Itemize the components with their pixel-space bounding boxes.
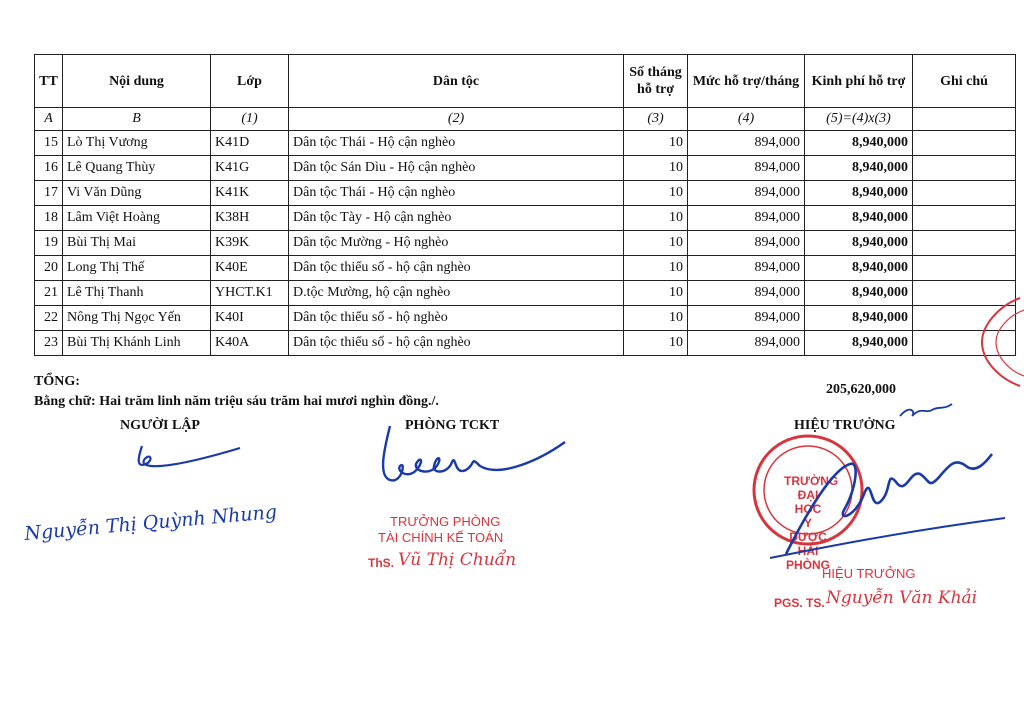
row-ethnicity: Dân tộc Thái - Hộ cận nghèo	[289, 181, 624, 206]
table-row	[35, 331, 1016, 356]
rector-title: HIỆU TRƯỞNG	[794, 418, 896, 433]
row-notes	[913, 206, 1016, 231]
header-funding: Kinh phí hỗ trợ	[805, 55, 913, 108]
index-cell: (1)	[211, 108, 289, 131]
preparer-name: Nguyễn Thị Quỳnh Nhung	[23, 501, 278, 545]
row-class: K40E	[211, 256, 289, 281]
row-ethnicity: Dân tộc Thái - Hộ cận nghèo	[289, 131, 624, 156]
header-row	[35, 55, 1016, 108]
seal-line: Y DƯỢC	[789, 516, 827, 544]
header-months-line1: Số tháng	[629, 65, 682, 80]
header-tt: TT	[35, 55, 63, 108]
support-table	[34, 54, 1016, 356]
row-notes	[913, 131, 1016, 156]
row-class: K38H	[211, 206, 289, 231]
row-monthly: 894,000	[688, 181, 805, 206]
row-monthly: 894,000	[688, 206, 805, 231]
row-name: Lê Quang Thùy	[63, 156, 211, 181]
seal-line: TRƯỜNG	[784, 474, 839, 488]
seal-line: ĐẠI HỌC	[794, 488, 822, 516]
row-notes	[913, 256, 1016, 281]
row-ethnicity: D.tộc Mường, hộ cận nghèo	[289, 281, 624, 306]
index-cell: (2)	[289, 108, 624, 131]
index-cell: (3)	[624, 108, 688, 131]
preparer-title: NGƯỜI LẬP	[120, 418, 200, 433]
row-months: 10	[624, 206, 688, 231]
table-row	[35, 231, 1016, 256]
row-ethnicity: Dân tộc Sán Dìu - Hộ cận nghèo	[289, 156, 624, 181]
row-ethnicity: Dân tộc Mường - Hộ nghèo	[289, 231, 624, 256]
row-months: 10	[624, 331, 688, 356]
row-funding: 8,940,000	[805, 156, 913, 181]
preparer-signature-icon	[130, 438, 250, 488]
table-row	[35, 256, 1016, 281]
header-months	[624, 55, 688, 108]
row-funding: 8,940,000	[805, 231, 913, 256]
row-name: Lò Thị Vương	[63, 131, 211, 156]
table-row	[35, 156, 1016, 181]
row-tt: 17	[35, 181, 63, 206]
header-notes: Ghi chú	[913, 55, 1016, 108]
row-monthly: 894,000	[688, 156, 805, 181]
row-notes	[913, 181, 1016, 206]
rector-name: Nguyễn Văn Khải	[826, 588, 978, 608]
table-row	[35, 131, 1016, 156]
row-monthly: 894,000	[688, 131, 805, 156]
header-monthly: Mức hỗ trợ/tháng	[688, 55, 805, 108]
total-label: TỔNG:	[34, 374, 80, 389]
row-tt: 22	[35, 306, 63, 331]
row-funding: 8,940,000	[805, 306, 913, 331]
row-name: Lê Thị Thanh	[63, 281, 211, 306]
row-months: 10	[624, 281, 688, 306]
row-months: 10	[624, 131, 688, 156]
row-name: Bùi Thị Khánh Linh	[63, 331, 211, 356]
row-funding: 8,940,000	[805, 331, 913, 356]
row-tt: 16	[35, 156, 63, 181]
row-funding: 8,940,000	[805, 281, 913, 306]
row-name: Vi Văn Dũng	[63, 181, 211, 206]
seal-line: HẢI PHÒNG	[785, 544, 830, 572]
row-name: Nông Thị Ngọc Yến	[63, 306, 211, 331]
index-cell: (4)	[688, 108, 805, 131]
finance-title: PHÒNG TCKT	[405, 418, 500, 433]
finance-name: Vũ Thị Chuẩn	[398, 550, 517, 570]
row-name: Lâm Việt Hoàng	[63, 206, 211, 231]
finance-name-prefix: ThS.	[368, 556, 394, 570]
index-cell: B	[63, 108, 211, 131]
row-monthly: 894,000	[688, 306, 805, 331]
row-class: K41D	[211, 131, 289, 156]
row-class: K40A	[211, 331, 289, 356]
row-ethnicity: Dân tộc Tày - Hộ cận nghèo	[289, 206, 624, 231]
initials-icon	[896, 394, 956, 424]
row-funding: 8,940,000	[805, 131, 913, 156]
row-monthly: 894,000	[688, 281, 805, 306]
row-ethnicity: Dân tộc thiểu số - hộ cận nghèo	[289, 331, 624, 356]
row-months: 10	[624, 306, 688, 331]
index-row	[35, 108, 1016, 131]
table-row	[35, 306, 1016, 331]
row-name: Bùi Thị Mai	[63, 231, 211, 256]
rector-signature-icon	[760, 430, 1010, 570]
row-ethnicity: Dân tộc thiểu số - hộ nghèo	[289, 306, 624, 331]
finance-stamp-line1: TRƯỞNG PHÒNG	[390, 514, 501, 529]
row-class: K41G	[211, 156, 289, 181]
header-ethnicity: Dân tộc	[289, 55, 624, 108]
amount-in-words: Bằng chữ: Hai trăm linh năm triệu sáu trăm hai mươi nghìn đồng./.	[34, 394, 439, 409]
header-months-line2: hỗ trợ	[637, 82, 674, 97]
index-cell: (5)=(4)x(3)	[805, 108, 913, 131]
row-tt: 21	[35, 281, 63, 306]
row-tt: 23	[35, 331, 63, 356]
row-months: 10	[624, 256, 688, 281]
table-row	[35, 281, 1016, 306]
finance-signature-icon	[370, 420, 570, 500]
row-funding: 8,940,000	[805, 256, 913, 281]
row-class: K41K	[211, 181, 289, 206]
finance-stamp-line2: TÀI CHÍNH KẾ TOÁN	[378, 530, 504, 545]
row-name: Long Thị Thế	[63, 256, 211, 281]
row-notes	[913, 156, 1016, 181]
rector-stamp: HIỆU TRƯỞNG	[822, 566, 916, 581]
header-content: Nội dung	[63, 55, 211, 108]
row-tt: 18	[35, 206, 63, 231]
header-class: Lớp	[211, 55, 289, 108]
row-notes	[913, 231, 1016, 256]
row-months: 10	[624, 156, 688, 181]
row-tt: 19	[35, 231, 63, 256]
row-funding: 8,940,000	[805, 206, 913, 231]
partial-seal-icon	[968, 292, 1024, 392]
total-value: 205,620,000	[826, 382, 896, 397]
row-monthly: 894,000	[688, 231, 805, 256]
row-ethnicity: Dân tộc thiểu số - hộ cận nghèo	[289, 256, 624, 281]
row-monthly: 894,000	[688, 331, 805, 356]
row-class: K40I	[211, 306, 289, 331]
index-cell	[913, 108, 1016, 131]
table-row	[35, 181, 1016, 206]
rector-name-prefix: PGS. TS.	[774, 596, 825, 610]
row-tt: 20	[35, 256, 63, 281]
row-months: 10	[624, 181, 688, 206]
table-row	[35, 206, 1016, 231]
row-monthly: 894,000	[688, 256, 805, 281]
row-tt: 15	[35, 131, 63, 156]
row-class: YHCT.K1	[211, 281, 289, 306]
row-funding: 8,940,000	[805, 181, 913, 206]
index-cell: A	[35, 108, 63, 131]
row-class: K39K	[211, 231, 289, 256]
row-months: 10	[624, 231, 688, 256]
